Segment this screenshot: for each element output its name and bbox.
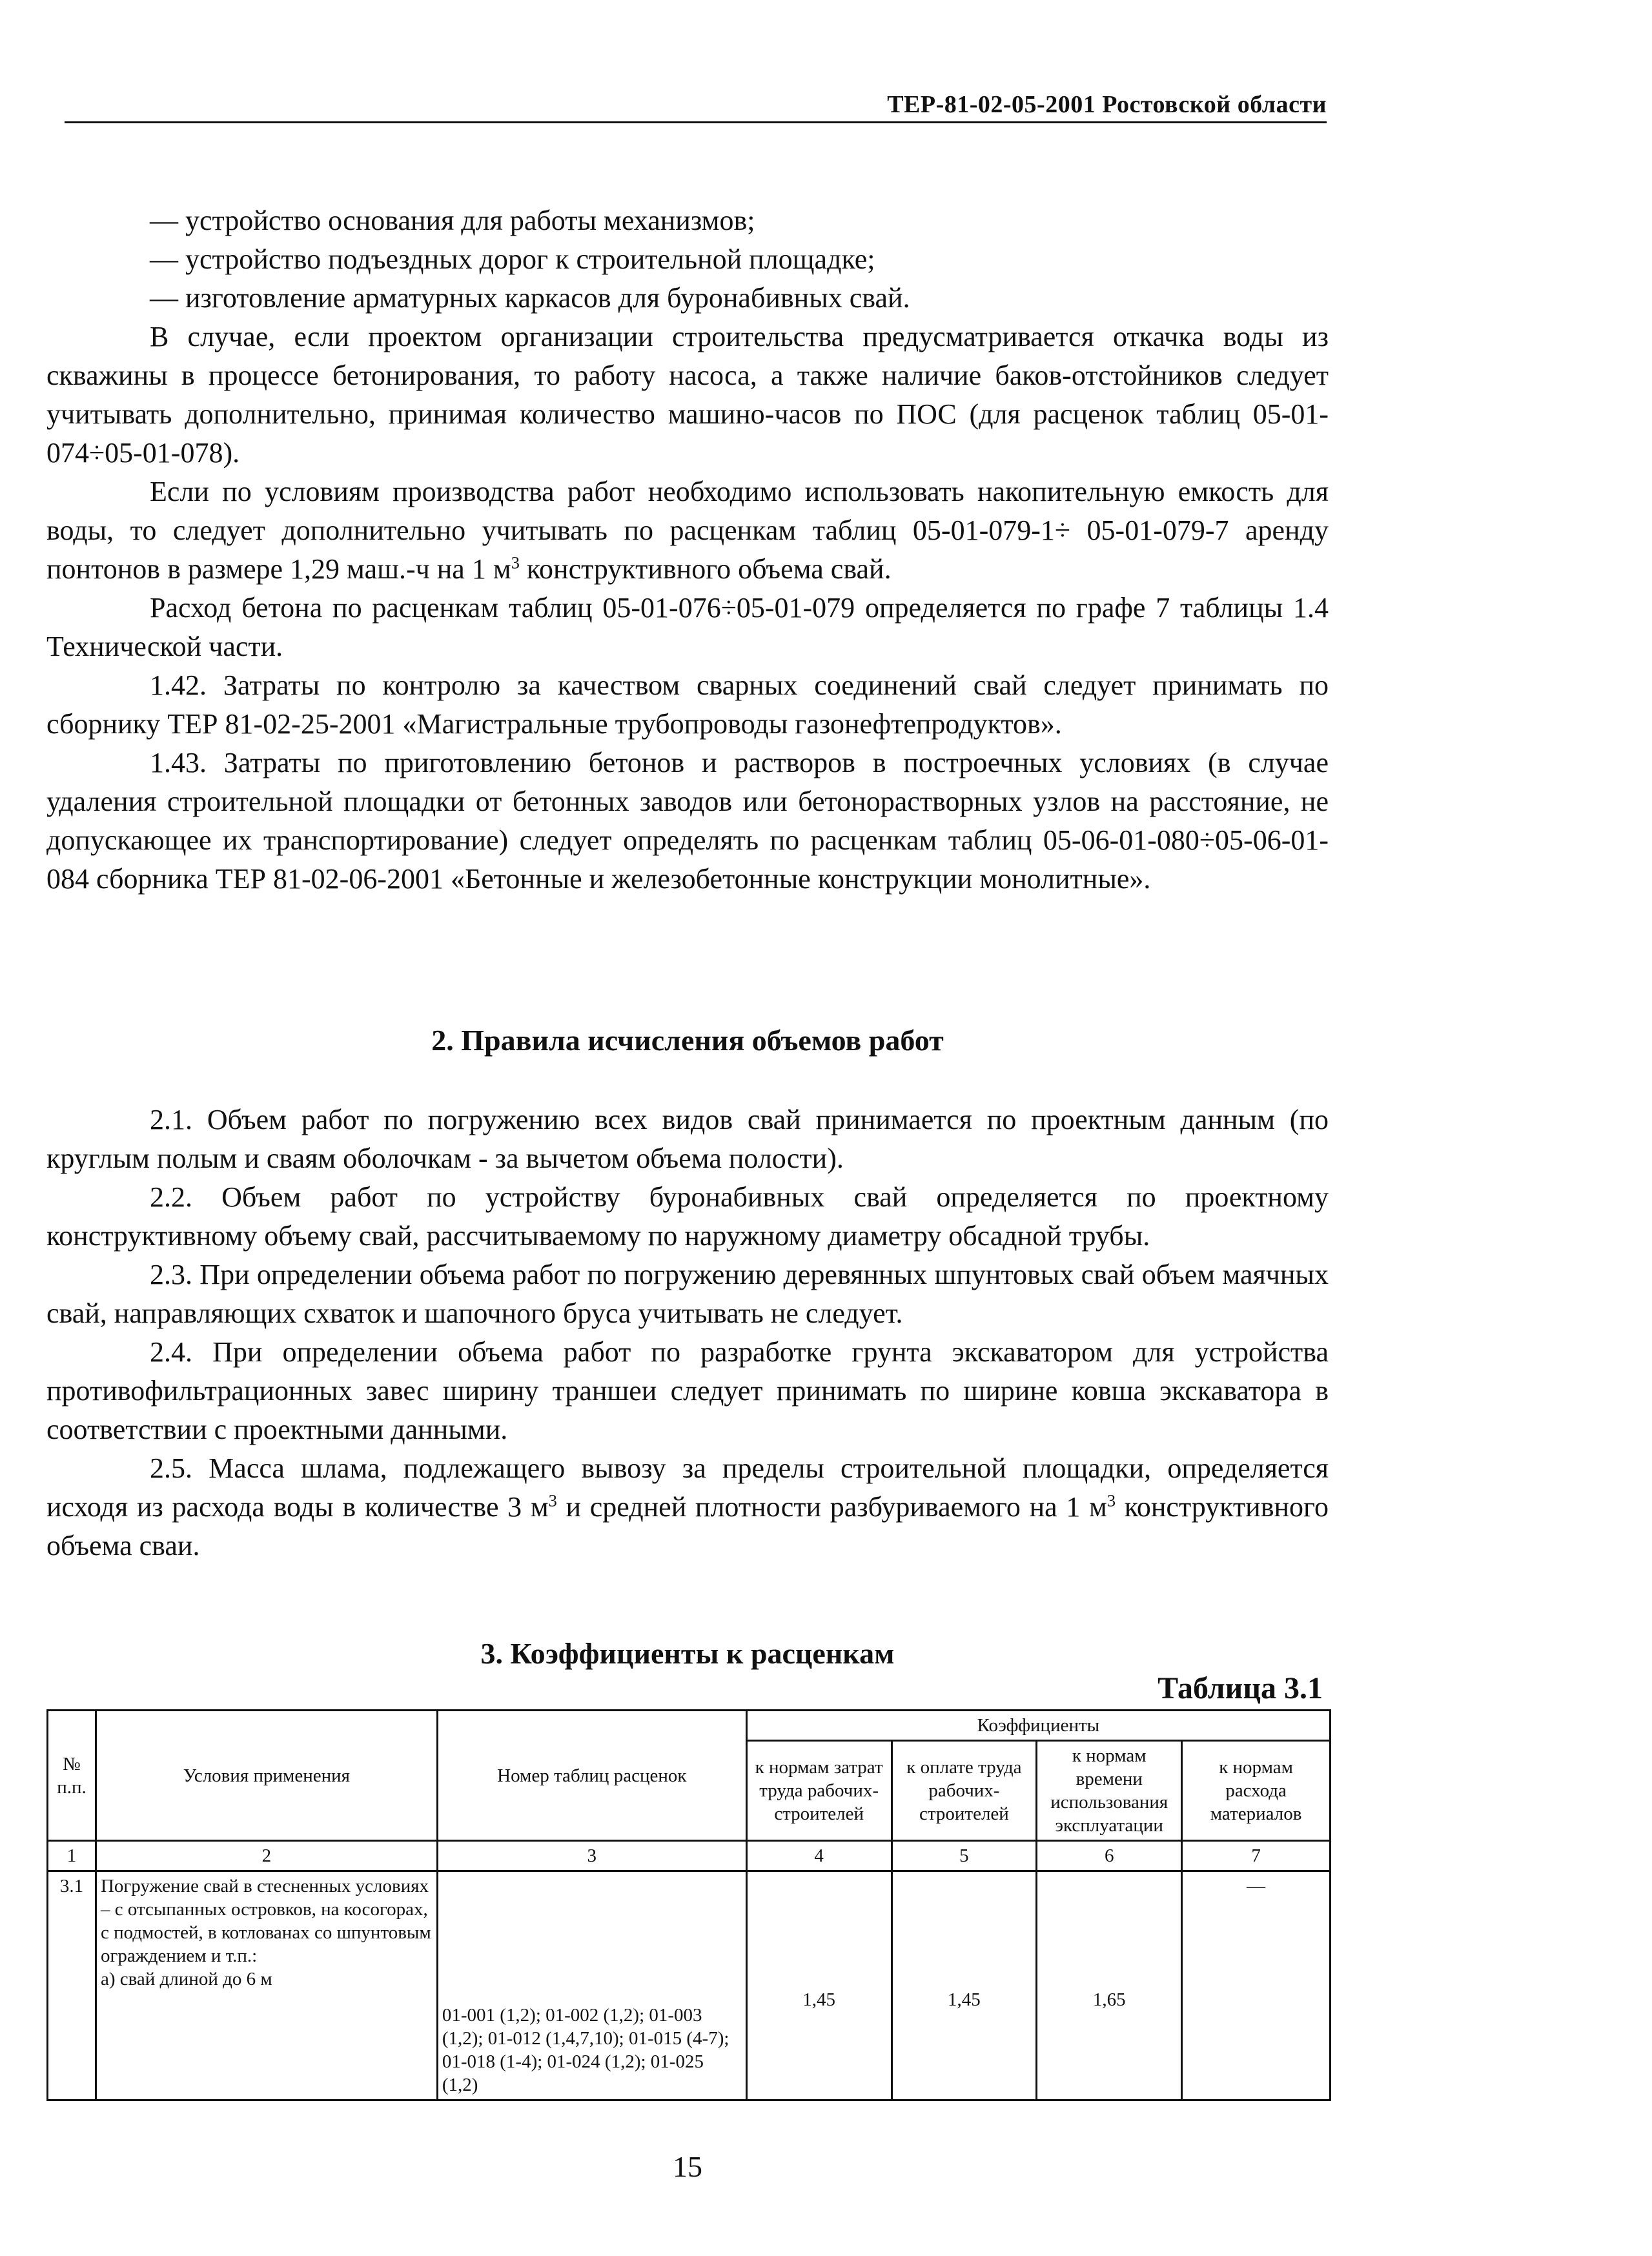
intro-block bbox=[46, 201, 1329, 899]
paragraph-text: Если по условиям производства работ необходимо использовать накопительную емкость для воды, то следует дополнительно учитывать по расценкам таблиц 05-01-079-1÷ 05-01-079-7 аренду понтонов в размере 1,29 маш.-ч на 1 м bbox=[46, 476, 1329, 585]
row-c1: 1,45 bbox=[746, 1871, 892, 2100]
paragraph: 1.43. Затраты по приготовлению бетонов и растворов в построечных условиях (в случае удаления строительной площадки от бетонных заводов или бетонорастворных узлов на расстояние, не допускающее их транспортирование) следует определять по расценкам таблиц 05-06-01-080÷05-06-01-084 сборника ТЕР 81-02-06-2001 «Бетонные и железобетонные конструкции монолитные». bbox=[46, 747, 1329, 895]
row-c3: 1,65 bbox=[1037, 1871, 1182, 2100]
row-tables: 01-001 (1,2); 01-002 (1,2); 01-003 (1,2); 01-012 (1,4,7,10); 01-015 (4-7); 01-018 (1-4); 01-024 (1,2); 01-025 (1,2) bbox=[437, 1871, 746, 2100]
paragraph: 2.4. При определении объема работ по разработке грунта экскаватором для устройства противофильтрационных завес ширину траншеи следует принимать по ширине ковша экскаватора в соответствии с проектными данными. bbox=[46, 1336, 1329, 1445]
column-number-row bbox=[48, 1841, 1331, 1871]
paragraph: В случае, если проектом организации строительства предусматривается откачка воды из скважины в процессе бетонирования, то работу насоса, а также наличие баков-отстойников следует учитывать дополнительно, принимая количество машино-часов по ПОС (для расценок таблиц 05-01-074÷05-01-078). bbox=[46, 321, 1329, 469]
paragraph-text: 2.5. Масса шлама, подлежащего вывозу за пределы строительной площадки, определяется исходя из расхода воды в количестве 3 м bbox=[46, 1452, 1329, 1523]
header-c1: к нормам затрат труда рабочих-строителей bbox=[746, 1741, 892, 1841]
col-number: 6 bbox=[1037, 1841, 1182, 1871]
paragraph bbox=[46, 1449, 1329, 1565]
col-number: 2 bbox=[96, 1841, 437, 1871]
superscript: 3 bbox=[1106, 1490, 1116, 1510]
conditions-text: Погружение свай в стесненных условиях – с отсыпанных островков, на косогорах, с подмостей, в котлованах со шпунтовым ограждением и т.п.: bbox=[100, 1876, 431, 1966]
superscript: 3 bbox=[511, 553, 520, 573]
header-c2: к оплате труда рабочих-строителей bbox=[892, 1741, 1037, 1841]
section-2-block bbox=[46, 1101, 1329, 1565]
header-title: ТЕР-81-02-05-2001 Ростовской области bbox=[887, 91, 1327, 118]
col-number: 7 bbox=[1182, 1841, 1331, 1871]
header-c3: к нормам времени использования эксплуатации bbox=[1037, 1741, 1182, 1841]
table-row bbox=[48, 1871, 1331, 2100]
col-number: 4 bbox=[746, 1841, 892, 1871]
col-number: 1 bbox=[48, 1841, 96, 1871]
header-conditions: Условия применения bbox=[96, 1711, 437, 1841]
col-number: 5 bbox=[892, 1841, 1037, 1871]
table-header-row bbox=[48, 1711, 1331, 1741]
paragraph: 2.2. Объем работ по устройству буронабивных свай определяется по проектному конструктивному объему свай, рассчитываемому по наружному диаметру обсадной трубы. bbox=[46, 1181, 1329, 1252]
row-c4: — bbox=[1182, 1871, 1331, 2100]
header-num: № п.п. bbox=[48, 1711, 96, 1841]
section-2-title: 2. Правила исчисления объемов работ bbox=[431, 1024, 944, 1057]
header-c4: к нормам расхода материалов bbox=[1182, 1741, 1331, 1841]
row-conditions bbox=[96, 1871, 437, 2100]
row-c2: 1,45 bbox=[892, 1871, 1037, 2100]
paragraph: Расход бетона по расценкам таблиц 05-01-076÷05-01-079 определяется по графе 7 таблицы 1.4 Технической части. bbox=[46, 592, 1329, 662]
page-header bbox=[65, 90, 1327, 123]
paragraph: 2.1. Объем работ по погружению всех видов свай принимается по проектным данным (по круглым полым и сваям оболочкам - за вычетом объема полости). bbox=[46, 1104, 1329, 1174]
section-3-title: 3. Коэффициенты к расценкам bbox=[480, 1637, 895, 1670]
superscript: 3 bbox=[548, 1490, 557, 1510]
dash-item: — устройство подъездных дорог к строительной площадке; bbox=[150, 243, 875, 275]
paragraph: 1.42. Затраты по контролю за качеством сварных соединений свай следует принимать по сборнику ТЕР 81-02-25-2001 «Магистральные трубопроводы газонефтепродуктов». bbox=[46, 669, 1329, 740]
header-coefficients: Коэффициенты bbox=[746, 1711, 1330, 1741]
col-number: 3 bbox=[437, 1841, 746, 1871]
page-number: 15 bbox=[673, 2150, 702, 2183]
paragraph-text: и средней плотности разбуриваемого на 1 м bbox=[556, 1491, 1107, 1523]
paragraph-text: конструктивного объема свай. bbox=[519, 553, 892, 585]
dash-item: — устройство основания для работы механизмов; bbox=[150, 205, 755, 236]
paragraph: 2.3. При определении объема работ по погружению деревянных шпунтовых свай объем маячных свай, направляющих схваток и шапочного бруса учитывать не следует. bbox=[46, 1259, 1329, 1329]
header-table-numbers: Номер таблиц расценок bbox=[437, 1711, 746, 1841]
conditions-sub: а) свай длиной до 6 м bbox=[100, 1969, 272, 1989]
table-caption: Таблица 3.1 bbox=[1157, 1671, 1323, 1705]
paragraph-text: конструктивного объема сваи. bbox=[46, 1491, 1329, 1561]
row-num: 3.1 bbox=[48, 1871, 96, 2100]
coefficients-table bbox=[46, 1709, 1331, 2101]
dash-item: — изготовление арматурных каркасов для буронабивных свай. bbox=[150, 282, 910, 314]
paragraph bbox=[46, 473, 1329, 589]
